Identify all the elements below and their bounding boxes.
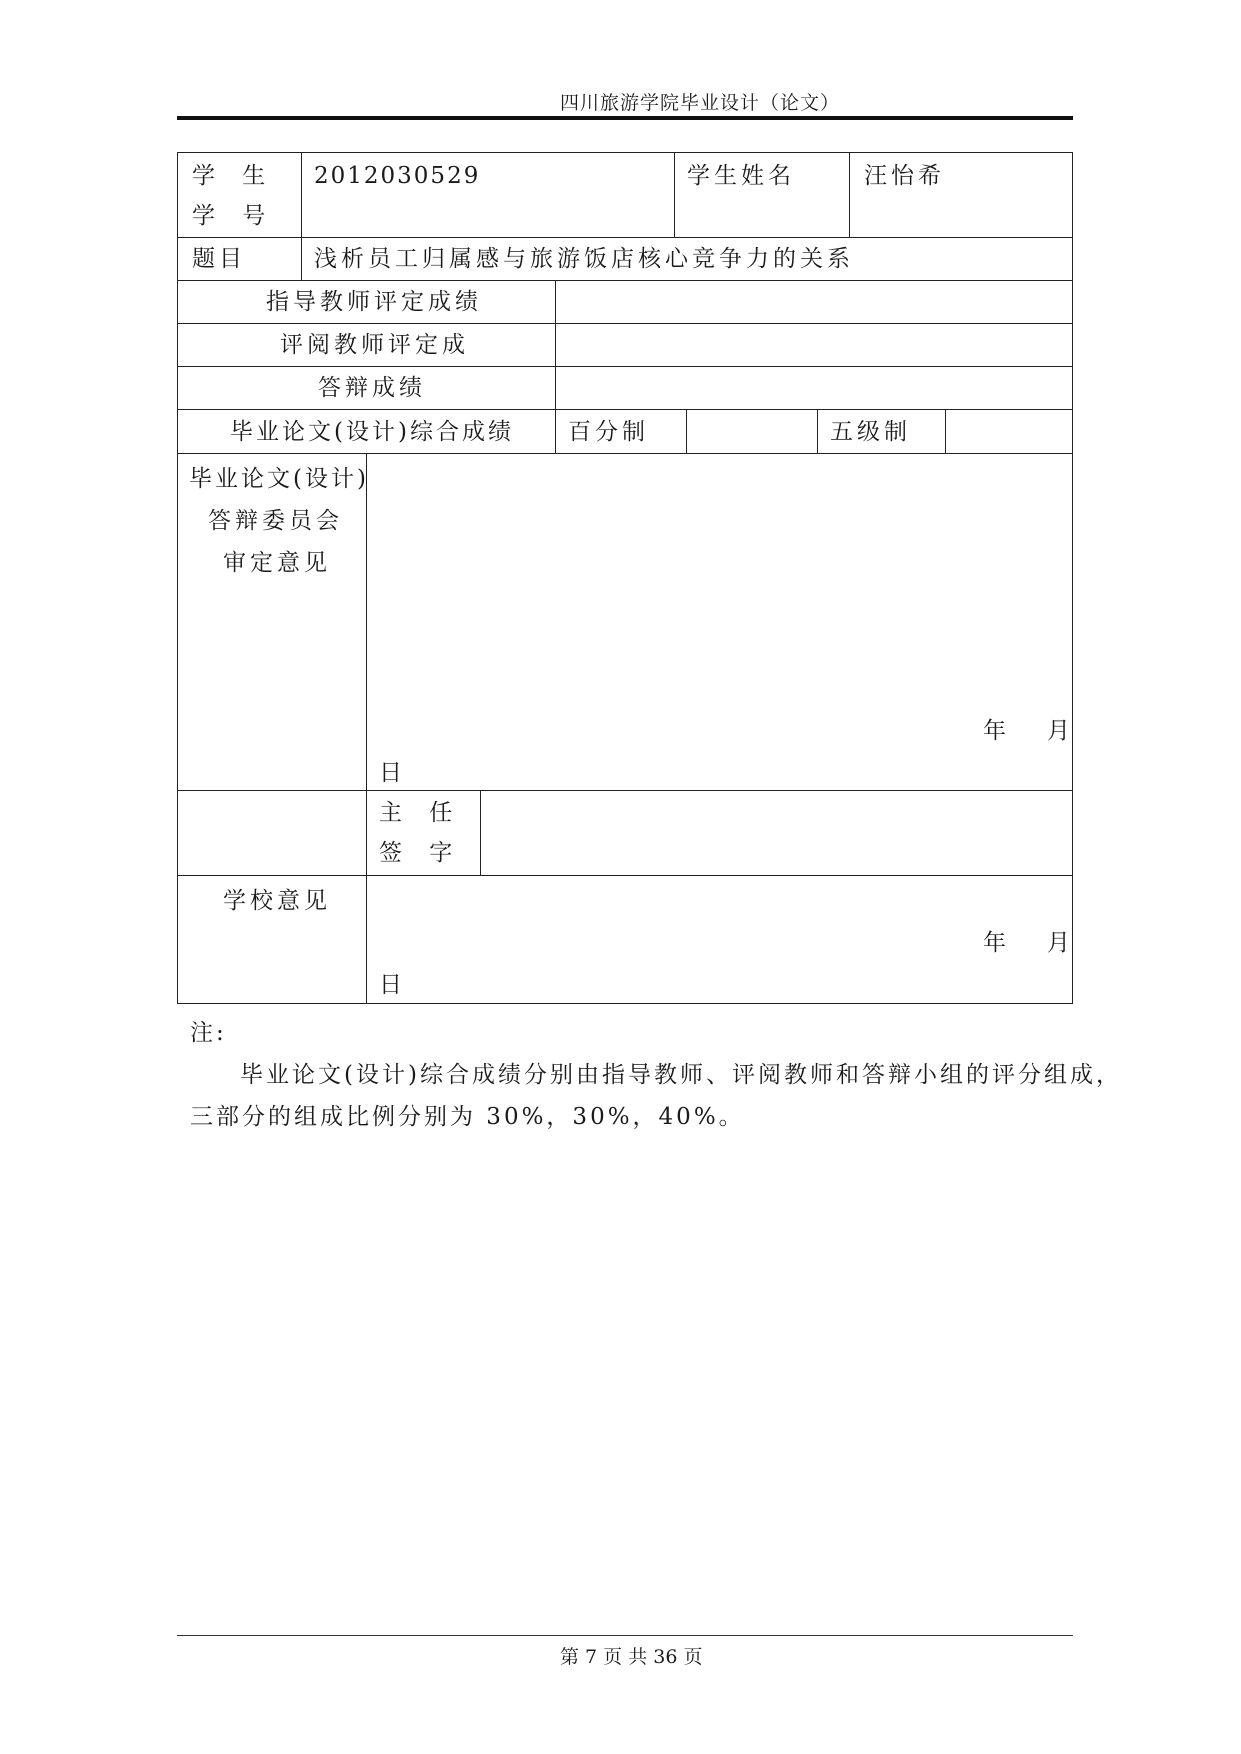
advisor-grade-value-cell [555, 280, 1073, 324]
note-title: 注: [190, 1020, 227, 1046]
committee-label-line3: 审定意见 [223, 550, 331, 576]
page-number: 第 7 页 共 36 页 [560, 1646, 703, 1668]
director-blank-cell [177, 790, 367, 876]
committee-year-label: 年 [983, 718, 1010, 744]
note-line-1: 毕业论文(设计)综合成绩分别由指导教师、评阅教师和答辩小组的评分组成， [240, 1062, 1122, 1088]
student-name-value-cell [849, 152, 1073, 238]
topic-value-cell [301, 237, 1073, 281]
footer-rule [177, 1635, 1073, 1636]
director-sign-value-cell [480, 790, 1073, 876]
student-id-label-cell [177, 152, 302, 238]
student-id-value: 2012030529 [314, 163, 481, 189]
committee-month-label: 月 [1047, 718, 1074, 744]
percent-value-cell [686, 409, 818, 454]
reviewer-grade-label: 评阅教师评定成 [280, 332, 469, 358]
committee-opinion-cell [366, 453, 1073, 791]
student-name-value: 汪怡希 [864, 163, 945, 189]
committee-label-line2: 答辩委员会 [208, 508, 343, 534]
five-level-value-cell [945, 409, 1073, 454]
school-opinion-label-cell [177, 875, 367, 1004]
percent-label-cell [555, 409, 687, 454]
note-line-2: 三部分的组成比例分别为 30%，30%，40%。 [190, 1104, 745, 1130]
defense-grade-label-cell [177, 366, 556, 410]
director-sign-label-cell [366, 790, 481, 876]
school-day-label: 日 [379, 972, 406, 998]
overall-grade-label-cell [177, 409, 556, 454]
school-year-label: 年 [983, 930, 1010, 956]
committee-label-cell [177, 453, 367, 791]
director-sign-label: 主 任 签 字 [379, 800, 463, 866]
student-name-label-cell [674, 152, 850, 238]
topic-label: 题目 [192, 246, 246, 272]
committee-label-line1: 毕业论文(设计) [189, 466, 369, 492]
reviewer-grade-label-cell [177, 323, 556, 367]
committee-day-label: 日 [379, 760, 406, 786]
student-id-label: 学 生 学 号 [192, 163, 276, 229]
school-month-label: 月 [1047, 930, 1074, 956]
overall-grade-label: 毕业论文(设计)综合成绩 [230, 419, 514, 445]
advisor-grade-label: 指导教师评定成绩 [266, 289, 482, 315]
percent-label: 百分制 [568, 419, 649, 445]
defense-grade-label: 答辩成绩 [318, 375, 426, 401]
topic-label-cell [177, 237, 302, 281]
student-name-label: 学生姓名 [687, 163, 795, 189]
five-level-label-cell [817, 409, 946, 454]
reviewer-grade-value-cell [555, 323, 1073, 367]
header-rule [177, 116, 1073, 120]
advisor-grade-label-cell [177, 280, 556, 324]
topic-value: 浅析员工归属感与旅游饭店核心竞争力的关系 [314, 246, 854, 272]
five-level-label: 五级制 [830, 419, 911, 445]
school-opinion-value-cell [366, 875, 1073, 1004]
school-opinion-label: 学校意见 [223, 888, 331, 914]
student-id-value-cell [301, 152, 675, 238]
page-header-title: 四川旅游学院毕业设计（论文） [560, 92, 841, 114]
defense-grade-value-cell [555, 366, 1073, 410]
